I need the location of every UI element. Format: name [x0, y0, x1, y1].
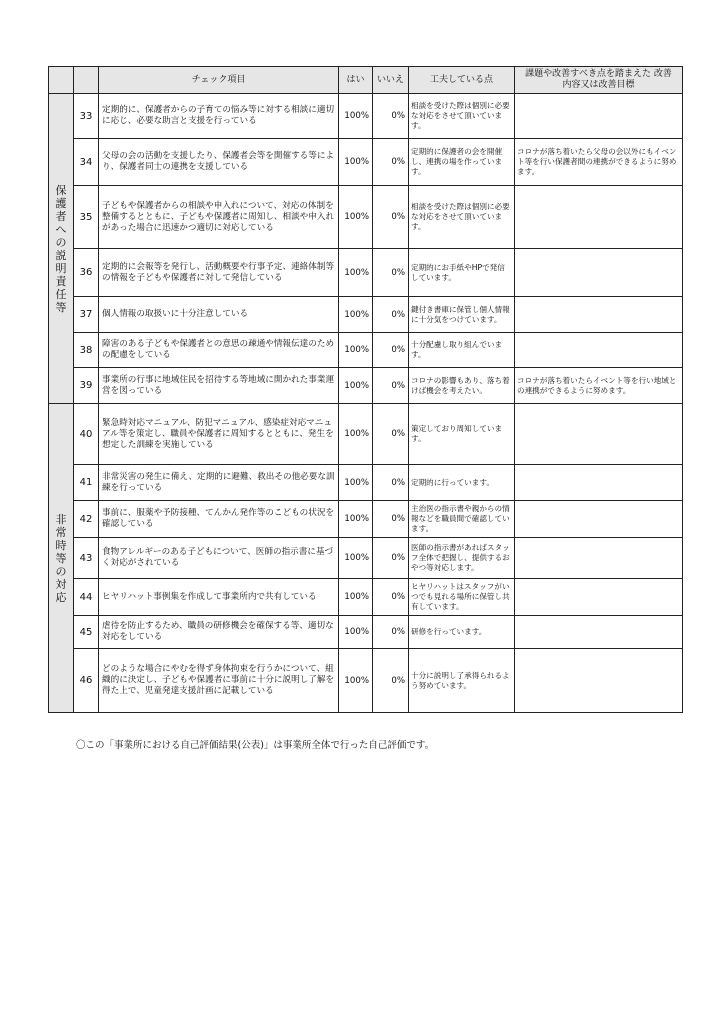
- yes-percent: 100%: [339, 465, 373, 501]
- check-item-text: 障害のある子どもや保護者との意思の疎通や情報伝達のための配慮をしている: [99, 333, 339, 368]
- ideas-text: 相談を受けた際は個別に必要な対応をさせて頂いています。: [409, 94, 515, 139]
- table-row: [49, 465, 683, 501]
- ideas-text: コロナの影響もあり、落ち着けば機会を考えたい。: [409, 368, 515, 404]
- yes-percent: 100%: [339, 186, 373, 249]
- goals-text: [515, 616, 683, 649]
- goals-text: コロナが落ち着いたら父母の会以外にもイベント等を行い保護者間の連携ができるように努めます。: [515, 139, 683, 186]
- row-number: 43: [74, 538, 99, 579]
- table-row: [49, 538, 683, 579]
- ideas-text: 定期的に保護者の会を開催し、連携の場を作っています。: [409, 139, 515, 186]
- no-percent: 0%: [373, 501, 409, 538]
- check-item-text: 父母の会の活動を支援したり、保護者会等を開催する等により、保護者同士の連携を支援している: [99, 139, 339, 186]
- row-number: 36: [74, 249, 99, 297]
- header-number-blank: [74, 67, 99, 94]
- self-evaluation-table: [48, 66, 683, 713]
- ideas-text: 主治医の指示書や親からの情報などを職員間で確認しています。: [409, 501, 515, 538]
- header-yes: はい: [339, 67, 373, 94]
- row-number: 38: [74, 333, 99, 368]
- row-number: 44: [74, 579, 99, 616]
- check-item-text: 事業所の行事に地域住民を招待する等地域に開かれた事業運営を図っている: [99, 368, 339, 404]
- no-percent: 0%: [373, 538, 409, 579]
- ideas-text: ヒヤリハットはスタッフがいつでも見れる場所に保管し共有しています。: [409, 579, 515, 616]
- ideas-text: 策定しており周知しています。: [409, 404, 515, 465]
- ideas-text: 定期的にお手紙やHPで発信しています。: [409, 249, 515, 297]
- header-section-blank: [49, 67, 74, 94]
- no-percent: 0%: [373, 139, 409, 186]
- header-check-item: チェック項目: [99, 67, 339, 94]
- no-percent: 0%: [373, 249, 409, 297]
- check-item-text: 定期的に、保護者からの子育ての悩み等に対する相談に適切に応じ、必要な助言と支援を行っている: [99, 94, 339, 139]
- section-guardian-responsibility: 保護者への説明責任等: [49, 94, 74, 404]
- table-row: [49, 501, 683, 538]
- row-number: 33: [74, 94, 99, 139]
- no-percent: 0%: [373, 186, 409, 249]
- ideas-text: 十分に説明し了承得られるよう努めています。: [409, 649, 515, 713]
- goals-text: [515, 579, 683, 616]
- ideas-text: 医師の指示書があればスタッフ全体で把握し、提供するおやつ等対応します。: [409, 538, 515, 579]
- ideas-text: 研修を行っています。: [409, 616, 515, 649]
- yes-percent: 100%: [339, 249, 373, 297]
- header-no: いいえ: [373, 67, 409, 94]
- no-percent: 0%: [373, 649, 409, 713]
- table-row: [49, 649, 683, 713]
- section-emergency-response: 非常時等の対応: [49, 404, 74, 713]
- footnote: 〇この「事業所における自己評価結果(公表)」は事業所全体で行った自己評価です。: [76, 740, 435, 751]
- check-item-text: 事前に、服薬や予防接種、てんかん発作等のこどもの状況を確認している: [99, 501, 339, 538]
- check-item-text: 虐待を防止するため、職員の研修機会を確保する等、適切な対応をしている: [99, 616, 339, 649]
- table-row: [49, 94, 683, 139]
- ideas-text: 定期的に行っています。: [409, 465, 515, 501]
- goals-text: [515, 465, 683, 501]
- check-item-text: 子どもや保護者からの相談や申入れについて、対応の体制を整備するとともに、子どもや保護者に周知し、相談や申入れがあった場合に迅速かつ適切に対応している: [99, 186, 339, 249]
- goals-text: [515, 538, 683, 579]
- yes-percent: 100%: [339, 368, 373, 404]
- goals-text: [515, 297, 683, 333]
- yes-percent: 100%: [339, 333, 373, 368]
- yes-percent: 100%: [339, 94, 373, 139]
- goals-text: [515, 186, 683, 249]
- no-percent: 0%: [373, 94, 409, 139]
- ideas-text: 十分配慮し取り組んでいます。: [409, 333, 515, 368]
- no-percent: 0%: [373, 368, 409, 404]
- ideas-text: 鍵付き書庫に保管し個人情報に十分気をつけています。: [409, 297, 515, 333]
- header-goals: 課題や改善すべき点を踏まえた 改善内容又は改善目標: [515, 67, 683, 94]
- check-item-text: 個人情報の取扱いに十分注意している: [99, 297, 339, 333]
- yes-percent: 100%: [339, 297, 373, 333]
- no-percent: 0%: [373, 404, 409, 465]
- no-percent: 0%: [373, 297, 409, 333]
- table-row: [49, 579, 683, 616]
- check-item-text: どのような場合にやむを得ず身体拘束を行うかについて、組織的に決定し、子どもや保護者に事前に十分に説明し了解を得た上で、児童発達支援計画に記載している: [99, 649, 339, 713]
- no-percent: 0%: [373, 465, 409, 501]
- ideas-text: 相談を受けた際は個別に必要な対応をさせて頂いています。: [409, 186, 515, 249]
- table-row: [49, 249, 683, 297]
- no-percent: 0%: [373, 333, 409, 368]
- yes-percent: 100%: [339, 538, 373, 579]
- row-number: 35: [74, 186, 99, 249]
- yes-percent: 100%: [339, 139, 373, 186]
- no-percent: 0%: [373, 579, 409, 616]
- no-percent: 0%: [373, 616, 409, 649]
- goals-text: [515, 404, 683, 465]
- row-number: 41: [74, 465, 99, 501]
- row-number: 39: [74, 368, 99, 404]
- table-row: [49, 368, 683, 404]
- yes-percent: 100%: [339, 649, 373, 713]
- check-item-text: 定期的に会報等を発行し、活動概要や行事予定、連絡体制等の情報を子どもや保護者に対して発信している: [99, 249, 339, 297]
- row-number: 40: [74, 404, 99, 465]
- table-row: [49, 404, 683, 465]
- row-number: 42: [74, 501, 99, 538]
- row-number: 45: [74, 616, 99, 649]
- check-item-text: 緊急時対応マニュアル、防犯マニュアル、感染症対応マニュアル等を策定し、職員や保護者に周知するとともに、発生を想定した訓練を実施している: [99, 404, 339, 465]
- table-header-row: [49, 67, 683, 94]
- check-item-text: 非常災害の発生に備え、定期的に避難、救出その他必要な訓練を行っている: [99, 465, 339, 501]
- table-row: [49, 139, 683, 186]
- check-item-text: 食物アレルギーのある子どもについて、医師の指示書に基づく対応がされている: [99, 538, 339, 579]
- yes-percent: 100%: [339, 404, 373, 465]
- table-row: [49, 186, 683, 249]
- yes-percent: 100%: [339, 616, 373, 649]
- row-number: 34: [74, 139, 99, 186]
- table-row: [49, 333, 683, 368]
- yes-percent: 100%: [339, 579, 373, 616]
- goals-text: [515, 649, 683, 713]
- row-number: 46: [74, 649, 99, 713]
- check-item-text: ヒヤリハット事例集を作成して事業所内で共有している: [99, 579, 339, 616]
- header-ideas: 工夫している点: [409, 67, 515, 94]
- goals-text: [515, 501, 683, 538]
- table-row: [49, 616, 683, 649]
- goals-text: [515, 249, 683, 297]
- goals-text: コロナが落ち着いたらイベント等を行い地域との連携ができるように努めます。: [515, 368, 683, 404]
- goals-text: [515, 94, 683, 139]
- row-number: 37: [74, 297, 99, 333]
- table-row: [49, 297, 683, 333]
- yes-percent: 100%: [339, 501, 373, 538]
- goals-text: [515, 333, 683, 368]
